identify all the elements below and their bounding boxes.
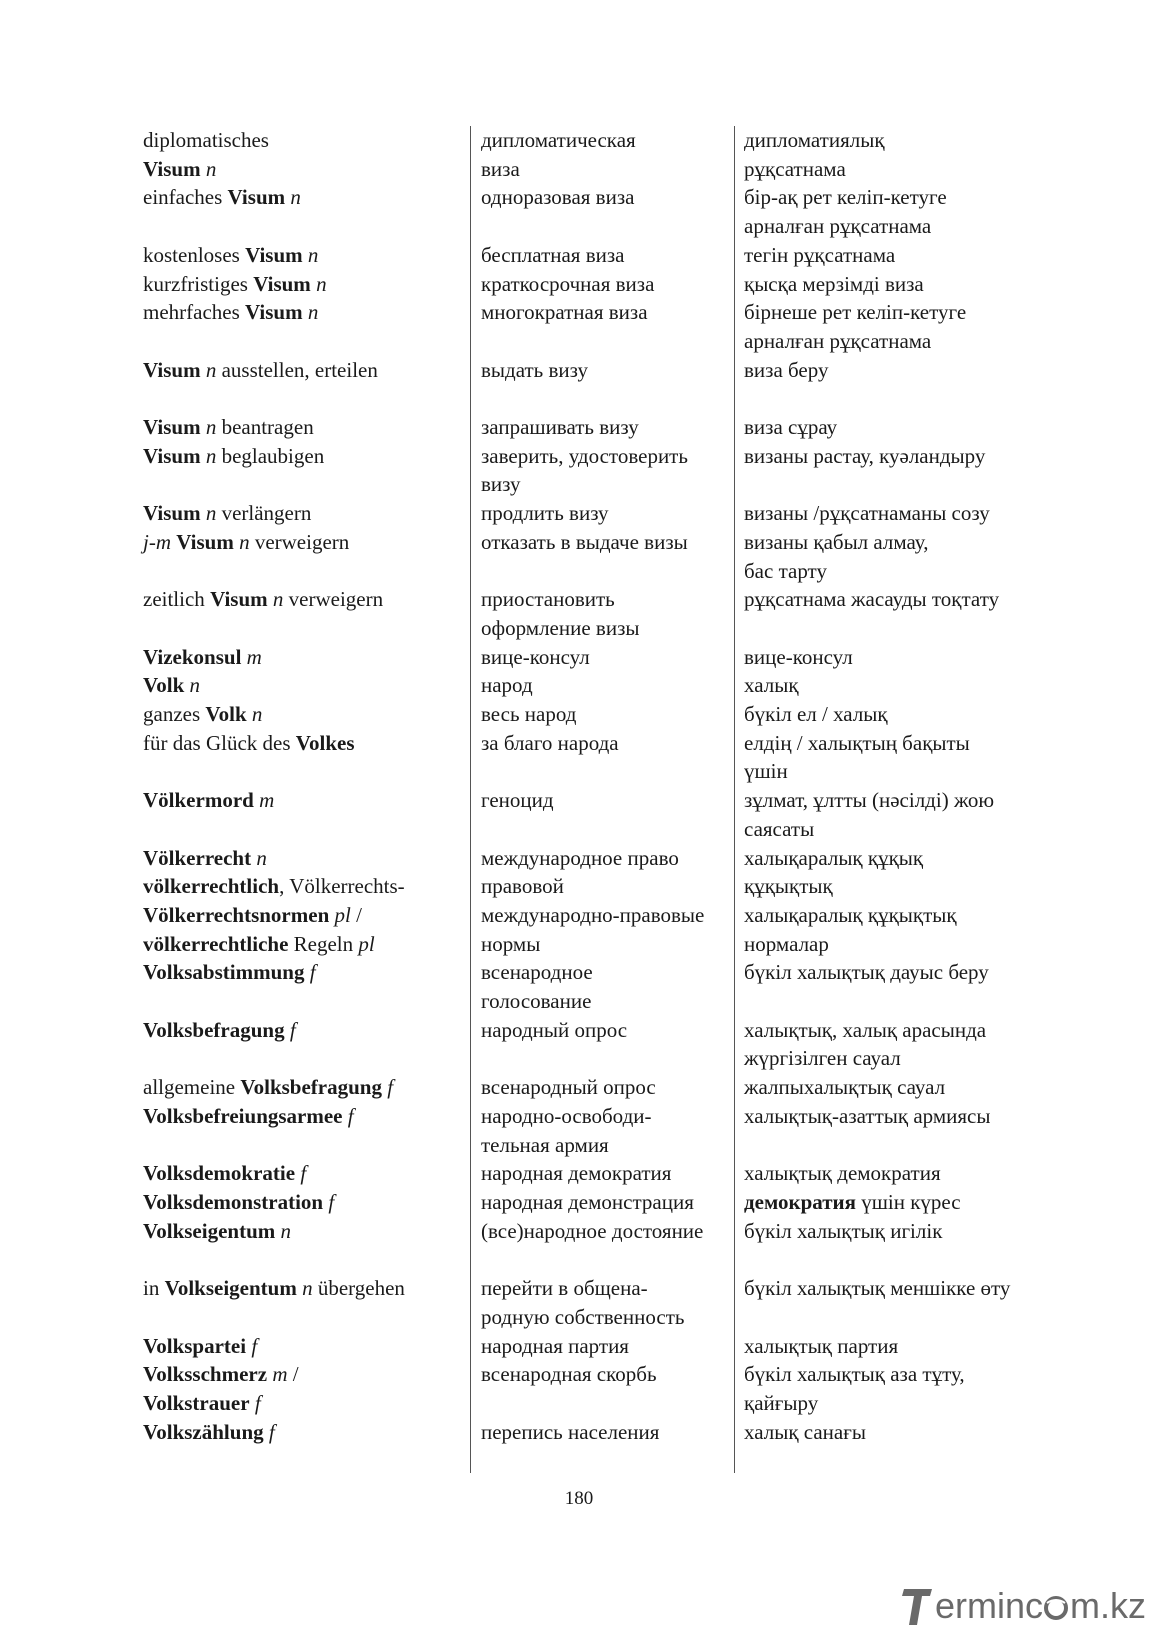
german-term <box>143 270 478 299</box>
kazakh-term-line: бүкіл халықтық меншікке өту <box>744 1276 1011 1301</box>
watermark-text: erminc <box>934 1585 1043 1626</box>
russian-term-line: международное право <box>481 845 679 870</box>
german-term-line: Visum n verlängern <box>143 501 312 526</box>
russian-term <box>478 499 740 528</box>
kazakh-term <box>740 1360 1040 1417</box>
german-term-line: mehrfaches Visum n <box>143 300 319 325</box>
german-term <box>143 1159 478 1188</box>
blank-line <box>744 614 1040 643</box>
blank-line <box>481 557 740 586</box>
entry-row <box>143 499 1043 528</box>
russian-term-line: международно-правовые <box>481 902 705 927</box>
blank-line <box>744 1303 1040 1332</box>
german-term <box>143 1102 478 1159</box>
kazakh-term-line: визаны растау, куәландыру <box>744 443 986 468</box>
kazakh-term <box>740 1102 1040 1159</box>
kazakh-term <box>740 1016 1040 1073</box>
entry-row <box>143 155 1043 184</box>
german-term-line: diplomatisches <box>143 128 269 152</box>
kazakh-term-line: вице-консул <box>744 644 853 669</box>
german-term-line: völkerrechtliche Regeln pl <box>143 931 375 956</box>
kazakh-term-line: виза сұрау <box>744 415 838 440</box>
blank-line <box>143 1131 474 1160</box>
entry-row <box>143 1418 1043 1447</box>
german-term <box>143 700 478 729</box>
russian-term-line: оформление визы <box>481 615 640 640</box>
kazakh-term-line: халықтық партия <box>744 1333 899 1358</box>
german-term <box>143 356 478 413</box>
kazakh-term-line: халықаралық құқық <box>744 845 924 870</box>
kazakh-term <box>740 1073 1040 1102</box>
russian-term <box>478 126 740 155</box>
kazakh-term <box>740 585 1040 642</box>
russian-term <box>478 872 740 901</box>
blank-line <box>481 757 740 786</box>
german-term <box>143 1188 478 1217</box>
blank-line <box>143 1245 474 1274</box>
german-term-line: Volkspartei f <box>143 1333 258 1358</box>
globe-icon <box>1043 1591 1069 1621</box>
kazakh-term <box>740 729 1040 786</box>
russian-term <box>478 1102 740 1159</box>
russian-term-line: нормы <box>481 931 541 956</box>
kazakh-term-line: виза беру <box>744 357 829 382</box>
russian-term <box>478 356 740 413</box>
kazakh-term-line: қайғыру <box>744 1390 819 1415</box>
entry-row <box>143 671 1043 700</box>
blank-line <box>481 384 740 413</box>
russian-term-line: перепись населения <box>481 1419 660 1444</box>
russian-term-line: приостановить <box>481 587 615 612</box>
blank-line <box>143 212 474 241</box>
german-term <box>143 1016 478 1073</box>
kazakh-term-line: бүкіл халықтық аза тұту, <box>744 1362 965 1387</box>
kazakh-term <box>740 298 1040 355</box>
kazakh-term-line: халықаралық құқықтық <box>744 902 957 927</box>
entry-row <box>143 298 1043 355</box>
german-term <box>143 786 478 843</box>
german-term-line: Völkermord m <box>143 788 275 813</box>
kazakh-term-line: халық санағы <box>744 1419 866 1444</box>
kazakh-term-line: рұқсатнама <box>744 156 846 181</box>
kazakh-term-line: рұқсатнама жасауды тоқтату <box>744 587 1000 612</box>
entry-row <box>143 786 1043 843</box>
russian-term-line: тельная армия <box>481 1132 609 1157</box>
blank-line <box>744 470 1040 499</box>
german-term-line: ganzes Volk n <box>143 702 263 727</box>
kazakh-term-line: елдің / халықтың бақыты <box>744 730 970 755</box>
entry-row <box>143 729 1043 786</box>
german-term <box>143 930 478 959</box>
german-term-line: Volksdemokratie f <box>143 1161 307 1186</box>
watermark-domain: m.kz <box>1070 1585 1146 1626</box>
kazakh-term-line: зұлмат, ұлтты (нәсілді) жою <box>744 788 995 813</box>
russian-term <box>478 298 740 355</box>
russian-term-line: всенародная скорбь <box>481 1362 657 1387</box>
german-term-line: Volksbefreiungsarmee f <box>143 1103 354 1128</box>
russian-term-line: голосование <box>481 989 592 1014</box>
blank-line <box>143 815 474 844</box>
german-term <box>143 241 478 270</box>
german-term <box>143 126 478 155</box>
entry-row <box>143 1016 1043 1073</box>
russian-term-line: народно-освободи- <box>481 1103 652 1128</box>
german-term <box>143 844 478 873</box>
german-term <box>143 1360 478 1417</box>
kazakh-term-line: бірнеше рет келіп-кетуге <box>744 300 967 325</box>
russian-term-line: одноразовая виза <box>481 185 635 210</box>
kazakh-term-line: халық <box>744 673 799 698</box>
russian-term <box>478 1188 740 1217</box>
entry-row <box>143 1274 1043 1331</box>
german-term-line: Visum n <box>143 156 217 181</box>
german-term-line: zeitlich Visum n verweigern <box>143 587 384 612</box>
entry-row <box>143 958 1043 1015</box>
russian-term <box>478 1016 740 1073</box>
entry-row <box>143 585 1043 642</box>
german-term <box>143 1073 478 1102</box>
kazakh-term-line: құқықтық <box>744 874 833 899</box>
blank-line <box>143 557 474 586</box>
russian-term-line: заверить, удостоверить <box>481 443 688 468</box>
german-term-line: für das Glück des Volkes <box>143 730 355 755</box>
german-term <box>143 643 478 672</box>
russian-term-line: отказать в выдаче визы <box>481 529 688 554</box>
kazakh-term-line: жалпыхалықтық сауал <box>744 1075 946 1100</box>
kazakh-term <box>740 700 1040 729</box>
blank-line <box>143 384 474 413</box>
russian-term <box>478 1332 740 1361</box>
kazakh-term <box>740 844 1040 873</box>
russian-term-line: народ <box>481 673 533 698</box>
blank-line <box>143 757 474 786</box>
german-term-line: Völkerrechtsnormen pl / <box>143 902 362 927</box>
blank-line <box>744 1245 1040 1274</box>
dictionary-table <box>143 126 1043 1446</box>
russian-term-line: многократная виза <box>481 300 648 325</box>
russian-term-line: визу <box>481 472 521 497</box>
blank-line <box>481 327 740 356</box>
russian-term-line: народный опрос <box>481 1017 628 1042</box>
german-term-line: Visum n beglaubigen <box>143 443 325 468</box>
entry-row <box>143 930 1043 959</box>
russian-term-line: народная партия <box>481 1333 629 1358</box>
russian-term <box>478 1360 740 1417</box>
entry-row <box>143 528 1043 585</box>
russian-term <box>478 671 740 700</box>
russian-term-line: родную собственность <box>481 1304 685 1329</box>
russian-term <box>478 930 740 959</box>
blank-line <box>481 212 740 241</box>
kazakh-term-line: бас тарту <box>744 558 827 583</box>
german-term <box>143 528 478 585</box>
entry-row <box>143 356 1043 413</box>
german-term-line: kurzfristiges Visum n <box>143 271 327 296</box>
entry-row <box>143 901 1043 930</box>
blank-line <box>143 987 474 1016</box>
german-term <box>143 298 478 355</box>
german-term-line: Vizekonsul m <box>143 644 262 669</box>
entry-row <box>143 1360 1043 1417</box>
entry-row <box>143 1102 1043 1159</box>
german-term <box>143 671 478 700</box>
kazakh-term-line: бүкіл халықтық дауыс беру <box>744 960 989 985</box>
russian-term <box>478 528 740 585</box>
german-term-line: allgemeine Volksbefragung f <box>143 1075 394 1100</box>
kazakh-term-line: визаны /рұқсатнаманы созу <box>744 501 990 526</box>
kazakh-term-line: дипломатиялық <box>744 128 885 152</box>
terminco-watermark <box>902 1583 1146 1629</box>
blank-line <box>143 614 474 643</box>
kazakh-term-line: визаны қабыл алмау, <box>744 529 929 554</box>
russian-term <box>478 1073 740 1102</box>
russian-term <box>478 155 740 184</box>
kazakh-term <box>740 528 1040 585</box>
german-term <box>143 1332 478 1361</box>
kazakh-term <box>740 413 1040 442</box>
blank-line <box>744 1131 1040 1160</box>
kazakh-term <box>740 901 1040 930</box>
russian-term-line: геноцид <box>481 788 554 813</box>
kazakh-term <box>740 1332 1040 1361</box>
entry-row <box>143 1188 1043 1217</box>
german-term-line: Volkszählung f <box>143 1419 275 1444</box>
kazakh-term-line: халықтық-азаттық армиясы <box>744 1103 991 1128</box>
russian-term-line: выдать визу <box>481 357 588 382</box>
entry-row <box>143 700 1043 729</box>
kazakh-term <box>740 671 1040 700</box>
kazakh-term <box>740 1418 1040 1447</box>
blank-line <box>744 384 1040 413</box>
german-term-line: Volksdemonstration f <box>143 1190 335 1214</box>
russian-term-line: народная демонстрация <box>481 1190 694 1214</box>
german-term-line: Volksbefragung f <box>143 1017 296 1042</box>
kazakh-term <box>740 786 1040 843</box>
kazakh-term <box>740 872 1040 901</box>
german-term-line: j-m Visum n verweigern <box>143 529 350 554</box>
blank-line <box>481 1245 740 1274</box>
german-term <box>143 183 478 240</box>
entry-row <box>143 413 1043 442</box>
entry-row <box>143 442 1043 499</box>
kazakh-term-line: бүкіл ел / халық <box>744 702 888 727</box>
russian-term <box>478 643 740 672</box>
russian-term <box>478 585 740 642</box>
russian-term-line: вице-консул <box>481 644 590 669</box>
kazakh-term <box>740 126 1040 155</box>
russian-term <box>478 413 740 442</box>
russian-term <box>478 1418 740 1447</box>
kazakh-term-line: саясаты <box>744 816 815 841</box>
german-term <box>143 155 478 184</box>
page-number: 180 <box>564 1488 594 1509</box>
german-term-line: einfaches Visum n <box>143 185 301 210</box>
blank-line <box>481 1389 740 1418</box>
entry-row <box>143 643 1043 672</box>
blank-line <box>143 1044 474 1073</box>
german-term-line: Völkerrecht n <box>143 845 267 870</box>
german-term <box>143 585 478 642</box>
russian-term <box>478 700 740 729</box>
german-term <box>143 1274 478 1331</box>
kazakh-term <box>740 958 1040 1015</box>
entry-row <box>143 270 1043 299</box>
russian-term-line: бесплатная виза <box>481 242 625 267</box>
russian-term-line: дипломатическая <box>481 128 636 152</box>
russian-term <box>478 183 740 240</box>
kazakh-term-line: жүргізілген сауал <box>744 1046 901 1071</box>
entry-row <box>143 872 1043 901</box>
kazakh-term-line: бір-ақ рет келіп-кетуге <box>744 185 947 210</box>
german-term <box>143 1418 478 1447</box>
german-term-line: kostenloses Visum n <box>143 242 319 267</box>
russian-term-line: всенародный опрос <box>481 1075 656 1100</box>
russian-term <box>478 844 740 873</box>
t-logo-icon <box>902 1585 934 1627</box>
russian-term-line: за благо народа <box>481 730 619 755</box>
russian-term <box>478 1274 740 1331</box>
kazakh-term-line: бүкіл халықтық игілік <box>744 1218 943 1243</box>
russian-term-line: перейти в общена- <box>481 1276 648 1301</box>
kazakh-term <box>740 442 1040 499</box>
russian-term-line: (все)народное достояние <box>481 1218 704 1243</box>
kazakh-term <box>740 1159 1040 1188</box>
kazakh-term <box>740 241 1040 270</box>
kazakh-term <box>740 1217 1040 1274</box>
german-term-line: Volk n <box>143 673 201 698</box>
kazakh-term-line: қысқа мерзімді виза <box>744 271 924 296</box>
entry-row <box>143 1332 1043 1361</box>
russian-term-line: народная демократия <box>481 1161 672 1186</box>
german-term-line: Visum n ausstellen, erteilen <box>143 357 378 382</box>
kazakh-term <box>740 930 1040 959</box>
german-term <box>143 872 478 901</box>
entry-row <box>143 183 1043 240</box>
russian-term-line: правовой <box>481 874 564 899</box>
german-term-line: Volksabstimmung f <box>143 960 316 985</box>
russian-term-line: краткосрочная виза <box>481 271 655 296</box>
blank-line <box>481 815 740 844</box>
entry-row <box>143 126 1043 155</box>
kazakh-term-line: арналған рұқсатнама <box>744 214 932 239</box>
entry-row <box>143 241 1043 270</box>
entry-row <box>143 1217 1043 1274</box>
russian-term <box>478 442 740 499</box>
russian-term-line: всенародное <box>481 960 593 985</box>
blank-line <box>481 1044 740 1073</box>
russian-term <box>478 1159 740 1188</box>
kazakh-term-line: үшін <box>744 759 788 784</box>
kazakh-term <box>740 183 1040 240</box>
blank-line <box>143 470 474 499</box>
german-term <box>143 499 478 528</box>
blank-line <box>143 1303 474 1332</box>
entry-row <box>143 1073 1043 1102</box>
kazakh-term <box>740 270 1040 299</box>
kazakh-term-line: халықтық, халық арасында <box>744 1017 987 1042</box>
kazakh-term <box>740 155 1040 184</box>
german-term <box>143 413 478 442</box>
german-term <box>143 729 478 786</box>
russian-term <box>478 270 740 299</box>
german-term <box>143 901 478 930</box>
german-term-line: Volksschmerz m / <box>143 1362 299 1387</box>
kazakh-term-line: арналған рұқсатнама <box>744 328 932 353</box>
kazakh-term-line: халықтық демократия <box>744 1161 941 1186</box>
kazakh-term <box>740 499 1040 528</box>
kazakh-term <box>740 356 1040 413</box>
kazakh-term <box>740 643 1040 672</box>
entry-row <box>143 1159 1043 1188</box>
blank-line <box>143 327 474 356</box>
german-term-line: völkerrechtlich, Völkerrechts- <box>143 874 405 899</box>
russian-term-line: виза <box>481 156 520 181</box>
german-term-line: Volkseigentum n <box>143 1218 291 1243</box>
russian-term <box>478 1217 740 1274</box>
kazakh-term <box>740 1188 1040 1217</box>
entry-row <box>143 844 1043 873</box>
kazakh-term-line: нормалар <box>744 931 829 956</box>
russian-term <box>478 958 740 1015</box>
russian-term <box>478 786 740 843</box>
german-term <box>143 958 478 1015</box>
russian-term-line: весь народ <box>481 702 577 727</box>
german-term-line: Volkstrauer f <box>143 1390 261 1415</box>
russian-term <box>478 729 740 786</box>
german-term-line: Visum n beantragen <box>143 415 314 440</box>
blank-line <box>744 987 1040 1016</box>
german-term <box>143 1217 478 1274</box>
russian-term <box>478 901 740 930</box>
german-term-line: in Volkseigentum n übergehen <box>143 1276 405 1301</box>
kazakh-term-line: демократия үшін күрес <box>744 1190 961 1214</box>
russian-term <box>478 241 740 270</box>
russian-term-line: запрашивать визу <box>481 415 639 440</box>
kazakh-term-line: тегін рұқсатнама <box>744 242 896 267</box>
russian-term-line: продлить визу <box>481 501 609 526</box>
kazakh-term <box>740 1274 1040 1331</box>
german-term <box>143 442 478 499</box>
